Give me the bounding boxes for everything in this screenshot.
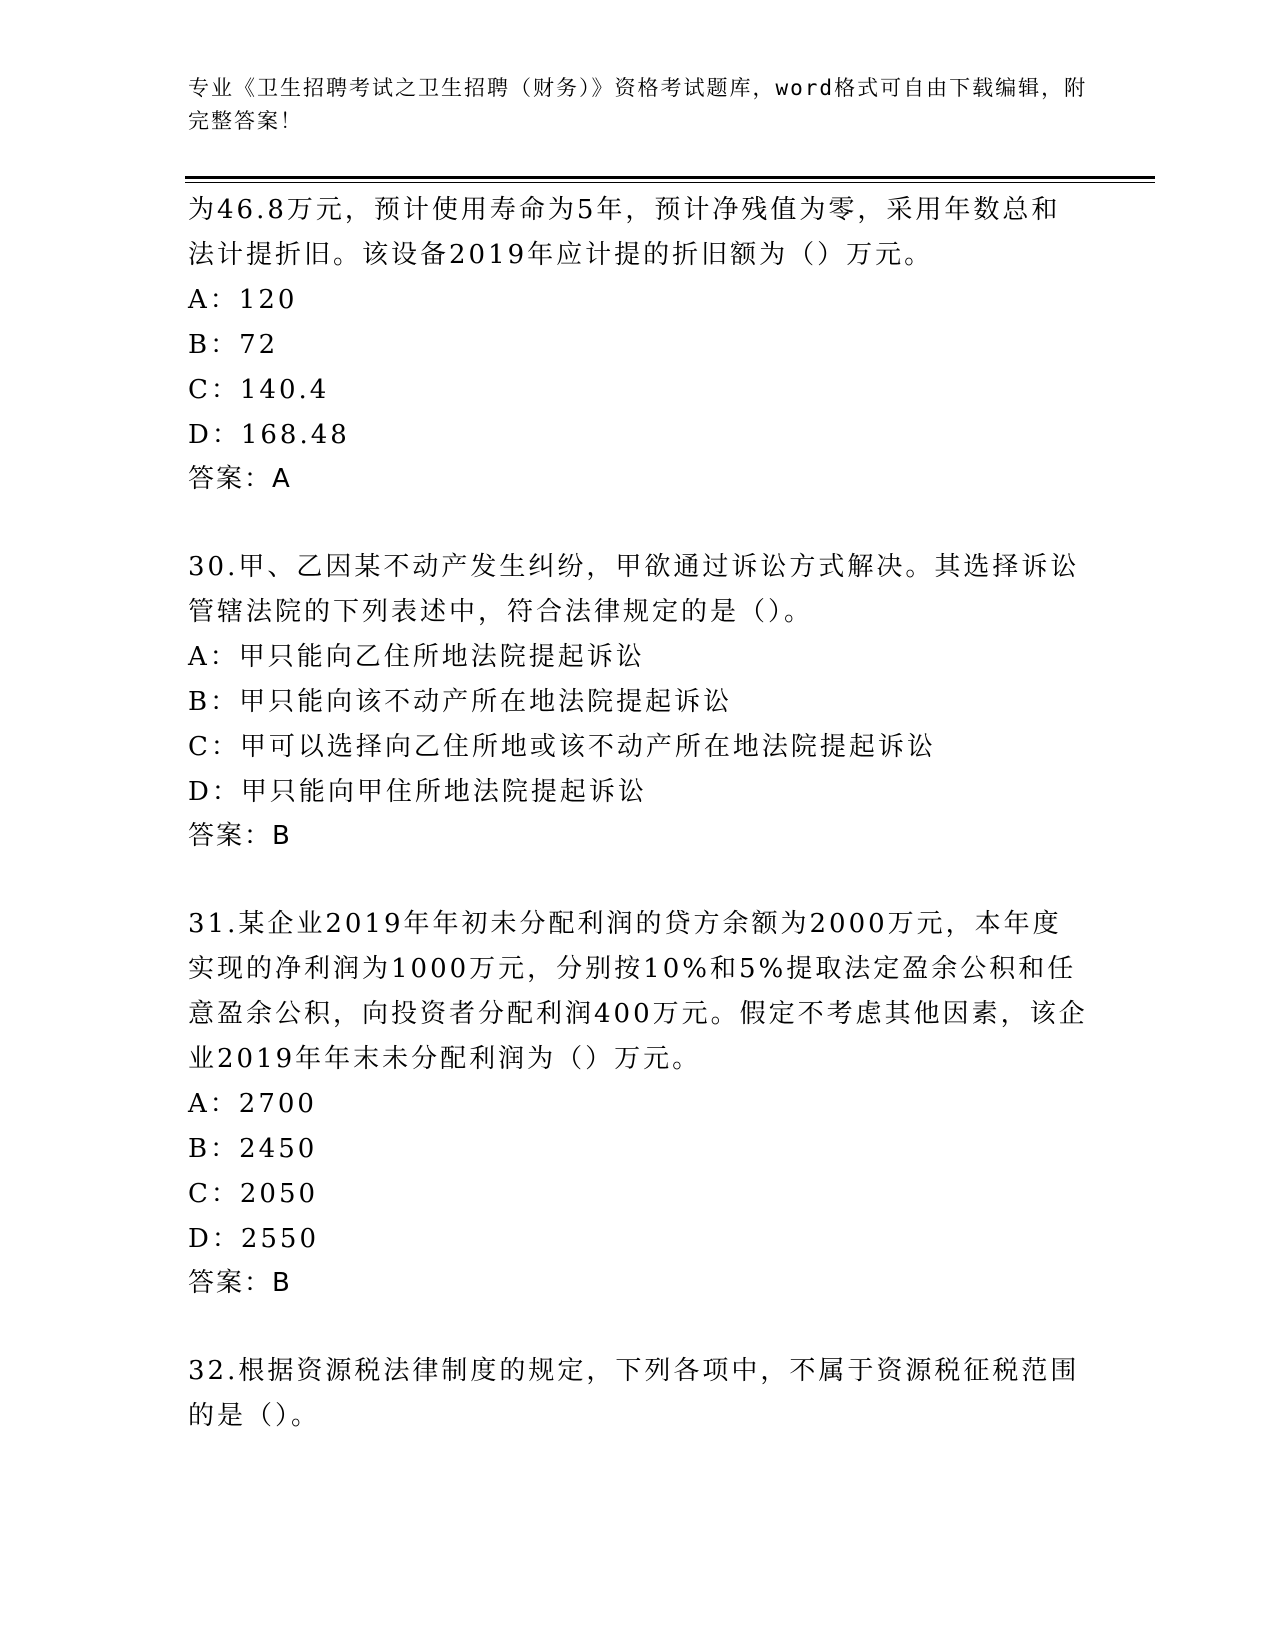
option-c: C：甲可以选择向乙住所地或该不动产所在地法院提起诉讼 <box>188 732 936 762</box>
answer-line: 答案：A <box>188 464 292 494</box>
option-c: C：2050 <box>188 1179 319 1209</box>
option-a: A：甲只能向乙住所地法院提起诉讼 <box>188 642 645 672</box>
option-c: C：140.4 <box>188 375 330 405</box>
question-text: 30.甲、乙因某不动产发生纠纷，甲欲通过诉讼方式解决。其选择诉讼管辖法院的下列表述中，符合法律规定的是（）。 <box>188 552 1080 627</box>
question-31 <box>188 902 1088 1304</box>
header-rule-thin <box>185 182 1155 183</box>
question-text: 31.某企业2019年年初未分配利润的贷方余额为2000万元，本年度实现的净利润为1000万元，分别按10%和5%提取法定盈余公积和任意盈余公积，向投资者分配利润400万元。假定不考虑其他因素，该企业2019年年末未分配利润为（）万元。 <box>188 909 1088 1074</box>
question-29 <box>188 188 1088 500</box>
option-b: B：甲只能向该不动产所在地法院提起诉讼 <box>188 687 733 717</box>
option-a: A：120 <box>188 285 298 315</box>
option-d: D：甲只能向甲住所地法院提起诉讼 <box>188 777 647 807</box>
header-rule-thick <box>185 176 1155 179</box>
question-list <box>188 188 1088 1484</box>
question-32 <box>188 1349 1088 1439</box>
question-text: 为46.8万元，预计使用寿命为5年，预计净残值为零，采用年数总和法计提折旧。该设备2019年应计提的折旧额为（）万元。 <box>188 195 1061 270</box>
option-b: B：2450 <box>188 1134 318 1164</box>
question-30 <box>188 545 1088 857</box>
answer-line: 答案：B <box>188 1268 292 1298</box>
option-a: A：2700 <box>188 1089 317 1119</box>
option-b: B：72 <box>188 330 279 360</box>
answer-line: 答案：B <box>188 821 292 851</box>
question-text: 32.根据资源税法律制度的规定，下列各项中，不属于资源税征税范围的是（）。 <box>188 1356 1080 1431</box>
option-d: D：2550 <box>188 1224 320 1254</box>
document-header: 专业《卫生招聘考试之卫生招聘（财务）》资格考试题库，word格式可自由下载编辑，附完整答案！ <box>188 76 1088 133</box>
option-d: D：168.48 <box>188 420 350 450</box>
